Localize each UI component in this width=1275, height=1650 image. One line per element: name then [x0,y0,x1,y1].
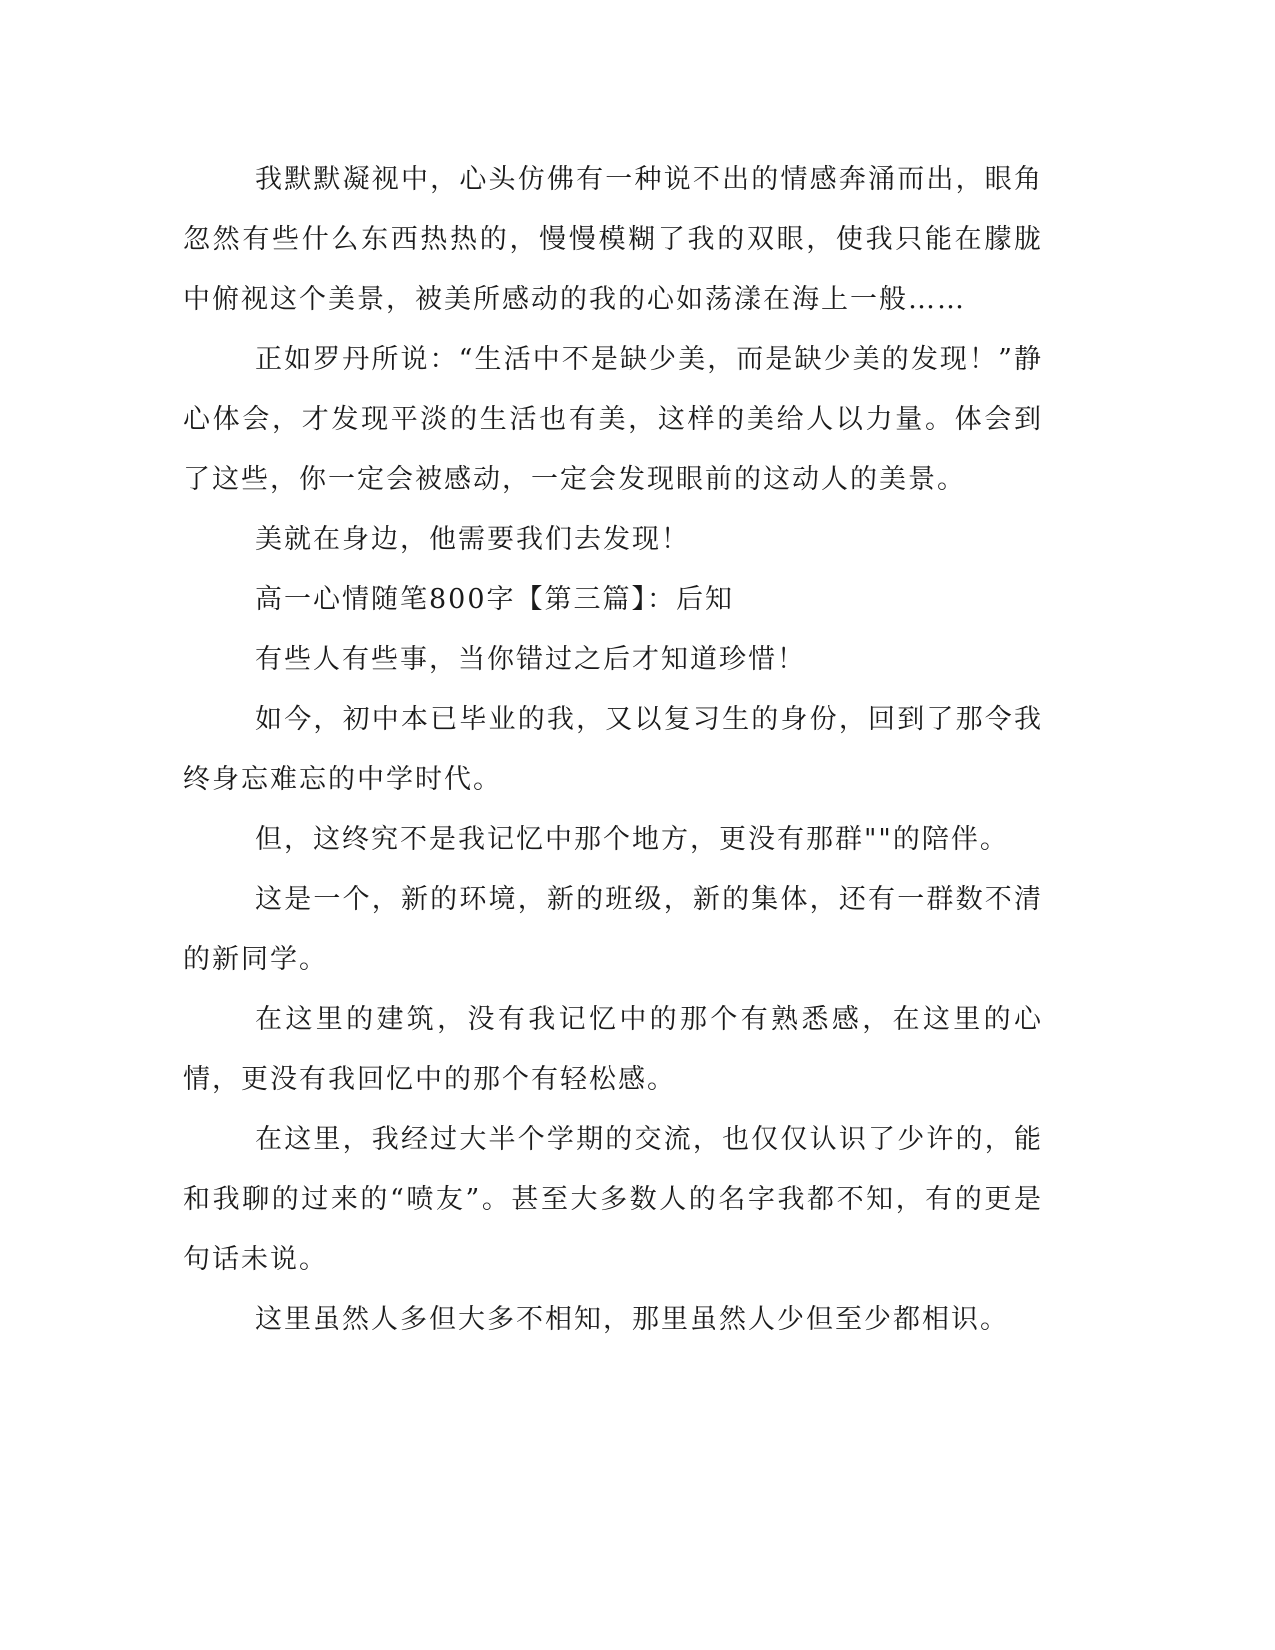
paragraph: 正如罗丹所说：“生活中不是缺少美，而是缺少美的发现！”静心体会，才发现平淡的生活也有美，这样的美给人以力量。体会到了这些，你一定会被感动，一定会发现眼前的这动人的美景。 [183,344,1043,495]
paragraph: 美就在身边，他需要我们去发现！ [255,524,690,555]
document-body [183,150,1043,1350]
paragraph: 在这里的建筑，没有我记忆中的那个有熟悉感，在这里的心情，更没有我回忆中的那个有轻松感。 [183,1004,1043,1095]
paragraph: 但，这终究不是我记忆中那个地方，更没有那群""的陪伴。 [255,824,1009,855]
paragraph: 这是一个，新的环境，新的班级，新的集体，还有一群数不清的新同学。 [183,884,1043,975]
paragraph: 我默默凝视中，心头仿佛有一种说不出的情感奔涌而出，眼角忽然有些什么东西热热的，慢慢模糊了我的双眼，使我只能在朦胧中俯视这个美景，被美所感动的我的心如荡漾在海上一般…… [183,164,1043,315]
section-heading: 高一心情随笔800字【第三篇】：后知 [255,584,735,615]
paragraph: 有些人有些事，当你错过之后才知道珍惜！ [255,644,806,675]
paragraph: 这里虽然人多但大多不相知，那里虽然人少但至少都相识。 [255,1304,1009,1335]
paragraph: 在这里，我经过大半个学期的交流，也仅仅认识了少许的，能和我聊的过来的“喷友”。甚至大多数人的名字我都不知，有的更是句话未说。 [183,1124,1043,1275]
paragraph: 如今，初中本已毕业的我，又以复习生的身份，回到了那令我终身忘难忘的中学时代。 [183,704,1043,795]
